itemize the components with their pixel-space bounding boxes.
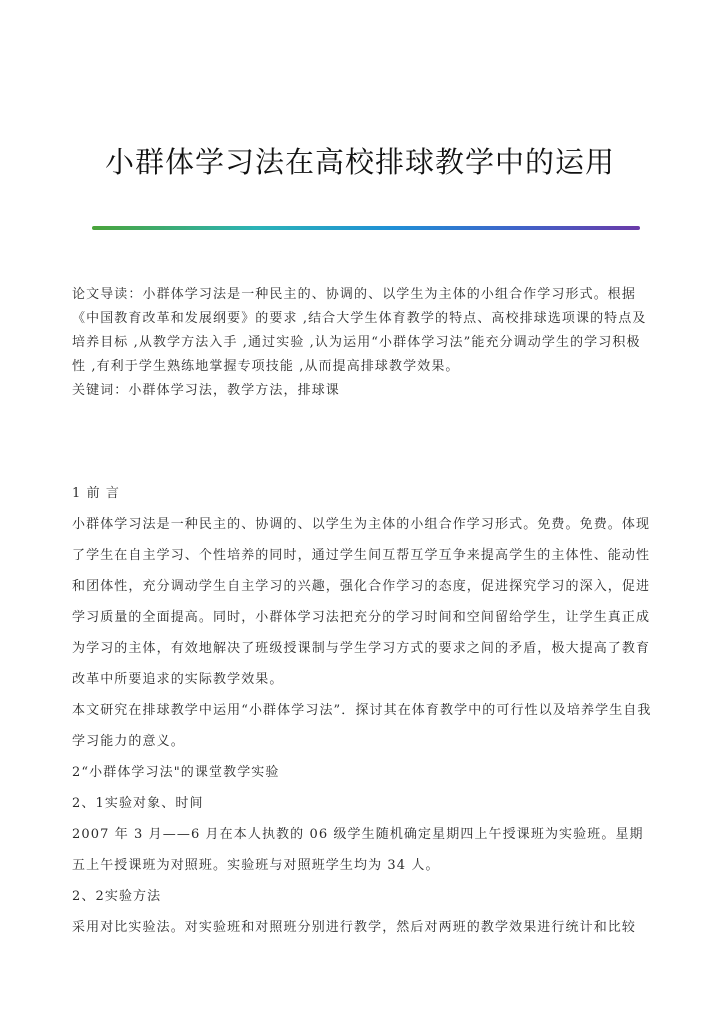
abstract-text: 论文导读：小群体学习法是一种民主的、协调的、以学生为主体的小组合作学习形式。根据《中国教育改革和发展纲要》的要求 ,结合大学生体育教学的特点、高校排球选项课的特点及培养目标 ,从教学方法入手 ,通过实验 ,认为运用“小群体学习法”能充分调动学生的学习积极性 ,有利于学生熟练地掌握专项技能 ,从而提高排球教学效果。 — [72, 287, 647, 374]
keywords-line: 关键词：小群体学习法，教学方法，排球课 — [72, 383, 340, 398]
abstract-block — [72, 283, 652, 403]
section-2-1-heading: 2、1实验对象、时间 — [72, 796, 204, 811]
section-1-paragraph-1: 小群体学习法是一种民主的、协调的、以学生为主体的小组合作学习形式。免费。免费。体现了学生在自主学习、个性培养的同时，通过学生间互帮互学互争来提高学生的主体性、能动性和团体性，充分调动学生自主学习的兴趣，强化合作学习的态度，促进探究学习的深入，促进学习质量的全面提高。同时，小群体学习法把充分的学习时间和空间留给学生，让学生真正成为学习的主体，有效地解决了班级授课制与学生学习方式的要求之间的矛盾，极大提高了教育改革中所要追求的实际教学效果。 — [72, 517, 651, 687]
section-2-1-paragraph: 2007 年 3 月——6 月在本人执教的 06 级学生随机确定星期四上午授课班为实验班。星期五上午授课班为对照班。实验班与对照班学生均为 34 人。 — [72, 827, 644, 873]
section-1-paragraph-2: 本文研究在排球教学中运用“小群体学习法”．探讨其在体育教学中的可行性以及培养学生自我学习能力的意义。 — [72, 703, 652, 749]
page-title: 小群体学习法在高校排球教学中的运用 — [104, 145, 615, 179]
section-2-heading: 2“小群体学习法"的课堂教学实验 — [72, 765, 280, 780]
main-text — [72, 478, 652, 943]
section-2-2-paragraph: 采用对比实验法。对实验班和对照班分别进行教学，然后对两班的教学效果进行统计和比较 — [72, 920, 637, 935]
title-divider — [92, 226, 640, 230]
section-2-2-heading: 2、2实验方法 — [72, 889, 162, 904]
section-1-heading: 1 前 言 — [72, 486, 121, 501]
